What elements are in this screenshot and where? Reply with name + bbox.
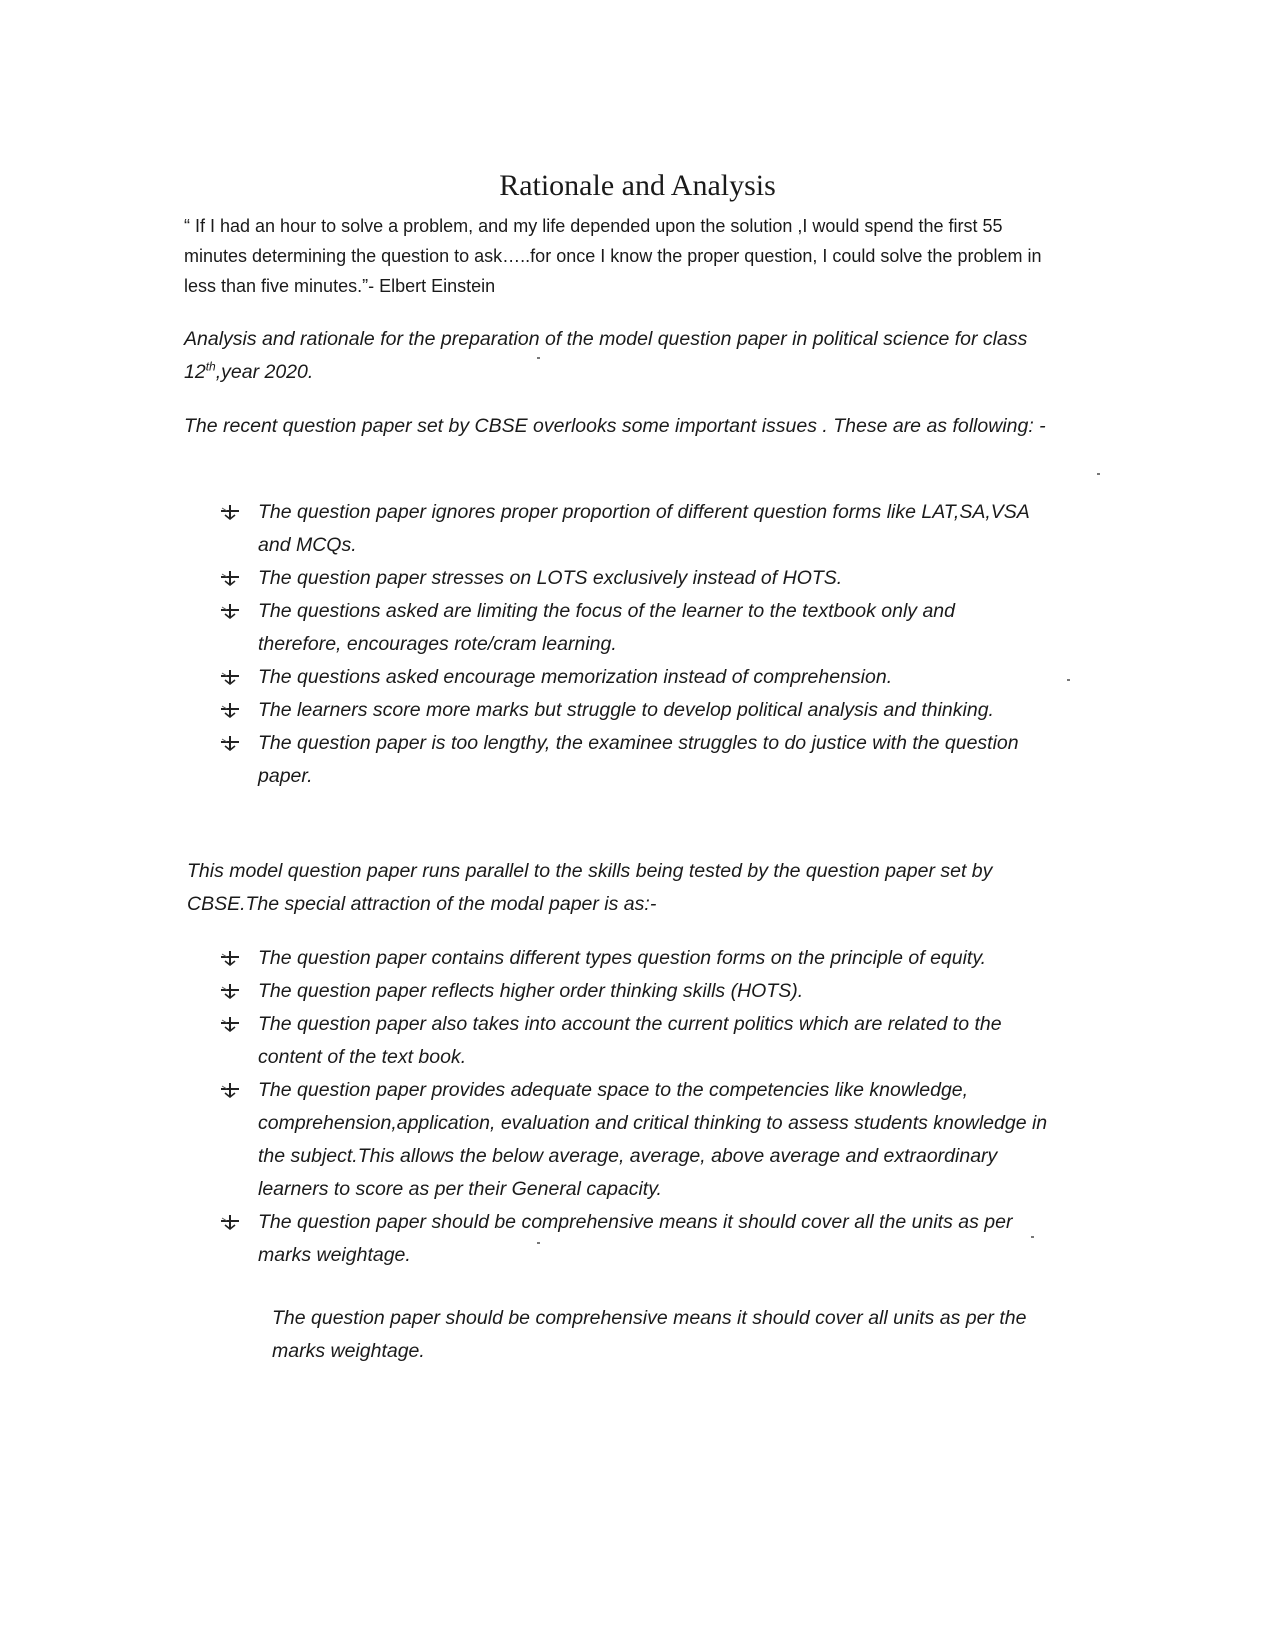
list-item-text: The question paper also takes into account the current politics which are related to the content of the text book.: [258, 1013, 1002, 1068]
list-item-text: The question paper contains different types question forms on the principle of equity.: [258, 947, 987, 969]
scan-speck: [537, 1242, 540, 1244]
intro-text: Analysis and rationale for the preparation of the model question paper in political science for class 12: [184, 328, 1028, 383]
list-item: [220, 727, 1040, 793]
list-item: [220, 694, 1040, 727]
list-item-text: The question paper stresses on LOTS exclusively instead of HOTS.: [258, 567, 843, 589]
list-item: [220, 661, 1040, 694]
arrow-down-bullet-icon: [220, 1082, 240, 1098]
issues-list: [220, 496, 1040, 793]
list-item: [220, 1008, 1050, 1074]
list-item: [220, 1074, 1050, 1206]
list-item-text: The question paper should be comprehensive means it should cover all the units as per marks weightage.: [258, 1211, 1013, 1266]
scan-speck: [1097, 473, 1100, 475]
closing-paragraph: The question paper should be comprehensive means it should cover all units as per the marks weightage.: [272, 1307, 1027, 1362]
intro-paragraph: [184, 323, 1064, 389]
recent-paper-paragraph: The recent question paper set by CBSE overlooks some important issues . These are as following: -: [184, 415, 1046, 437]
list-item-text: The learners score more marks but struggle to develop political analysis and thinking.: [258, 699, 994, 721]
list-item: [220, 496, 1040, 562]
list-item: [220, 595, 1040, 661]
arrow-down-bullet-icon: [220, 735, 240, 751]
list-item-text: The questions asked encourage memorization instead of comprehension.: [258, 666, 893, 688]
list-item: [220, 562, 1040, 595]
intro-text-end: ,year 2020.: [215, 361, 314, 383]
arrow-down-bullet-icon: [220, 950, 240, 966]
arrow-down-bullet-icon: [220, 570, 240, 586]
list-item: [220, 1206, 1050, 1272]
scan-speck: [1031, 1236, 1034, 1238]
features-list: [220, 942, 1050, 1272]
arrow-down-bullet-icon: [220, 1016, 240, 1032]
list-item-text: The question paper is too lengthy, the examinee struggles to do justice with the question paper.: [258, 732, 1019, 787]
arrow-down-bullet-icon: [220, 983, 240, 999]
scan-speck: [1067, 679, 1070, 681]
list-item-text: The question paper reflects higher order thinking skills (HOTS).: [258, 980, 804, 1002]
model-paper-paragraph: This model question paper runs parallel to the skills being tested by the question paper set by CBSE.The special attraction of the modal paper is as:-: [187, 860, 993, 915]
arrow-down-bullet-icon: [220, 669, 240, 685]
list-item: [220, 942, 1050, 975]
arrow-down-bullet-icon: [220, 504, 240, 520]
einstein-quote: “ If I had an hour to solve a problem, and my life depended upon the solution ,I would spend the first 55 minutes determining the question to ask…..for once I know the proper question, I could solve the problem in less than five minutes.”- Elbert Einstein: [184, 216, 1042, 296]
arrow-down-bullet-icon: [220, 1214, 240, 1230]
arrow-down-bullet-icon: [220, 702, 240, 718]
list-item-text: The question paper provides adequate space to the competencies like knowledge, comprehension,application, evaluation and critical thinking to assess students knowledge in the subject.This allows the below average, average, above average and extraordinary learners to score as per their General capacity.: [258, 1079, 1048, 1200]
list-item-text: The questions asked are limiting the focus of the learner to the textbook only and therefore, encourages rote/cram learning.: [258, 600, 956, 655]
list-item: [220, 975, 1050, 1008]
intro-superscript: th: [205, 359, 216, 374]
scan-speck: [537, 357, 540, 359]
arrow-down-bullet-icon: [220, 603, 240, 619]
page-title: Rationale and Analysis: [499, 169, 776, 202]
list-item-text: The question paper ignores proper proportion of different question forms like LAT,SA,VSA and MCQs.: [258, 501, 1030, 556]
